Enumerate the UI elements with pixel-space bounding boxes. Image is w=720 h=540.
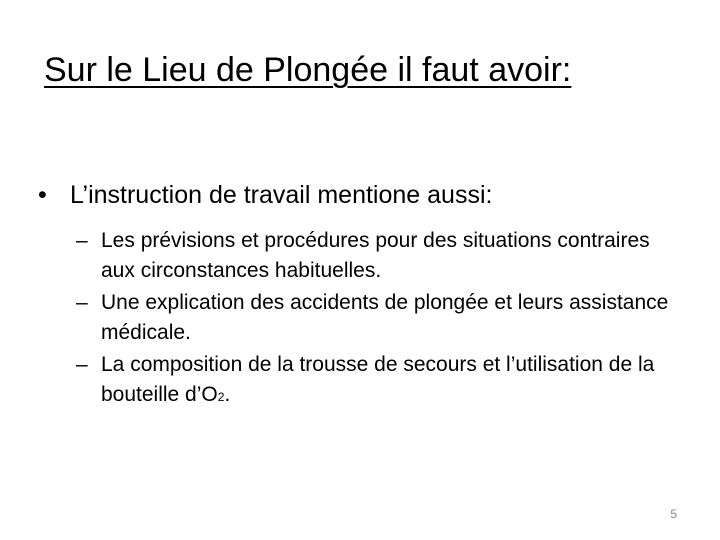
sub-bullet-list — [76, 226, 676, 414]
sub-bullet-text: Les prévisions et procédures pour des situations contraires aux circonstances habituelles. — [101, 229, 650, 282]
slide-title: Sur le Lieu de Plongée il faut avoir: — [44, 51, 572, 89]
sub-bullet-text: Une explication des accidents de plongée et leurs assistance médicale. — [101, 291, 669, 344]
dash-marker: – — [76, 229, 88, 252]
dash-marker: – — [76, 353, 88, 376]
sub-bullet-text: La composition de la trousse de secours et l’utilisation de la bouteille d’O — [101, 353, 655, 406]
bullet-marker: • — [38, 181, 47, 209]
sub-bullet-suffix: . — [224, 383, 231, 406]
dash-marker: – — [76, 291, 88, 314]
sub-bullet-item — [76, 226, 676, 286]
bullet-item — [38, 178, 492, 212]
subscript-two: 2 — [217, 390, 225, 404]
bullet-text: L’instruction de travail mentione aussi: — [70, 181, 493, 209]
sub-bullet-item — [76, 350, 676, 412]
page-number: 5 — [670, 507, 677, 521]
sub-bullet-item — [76, 288, 676, 348]
